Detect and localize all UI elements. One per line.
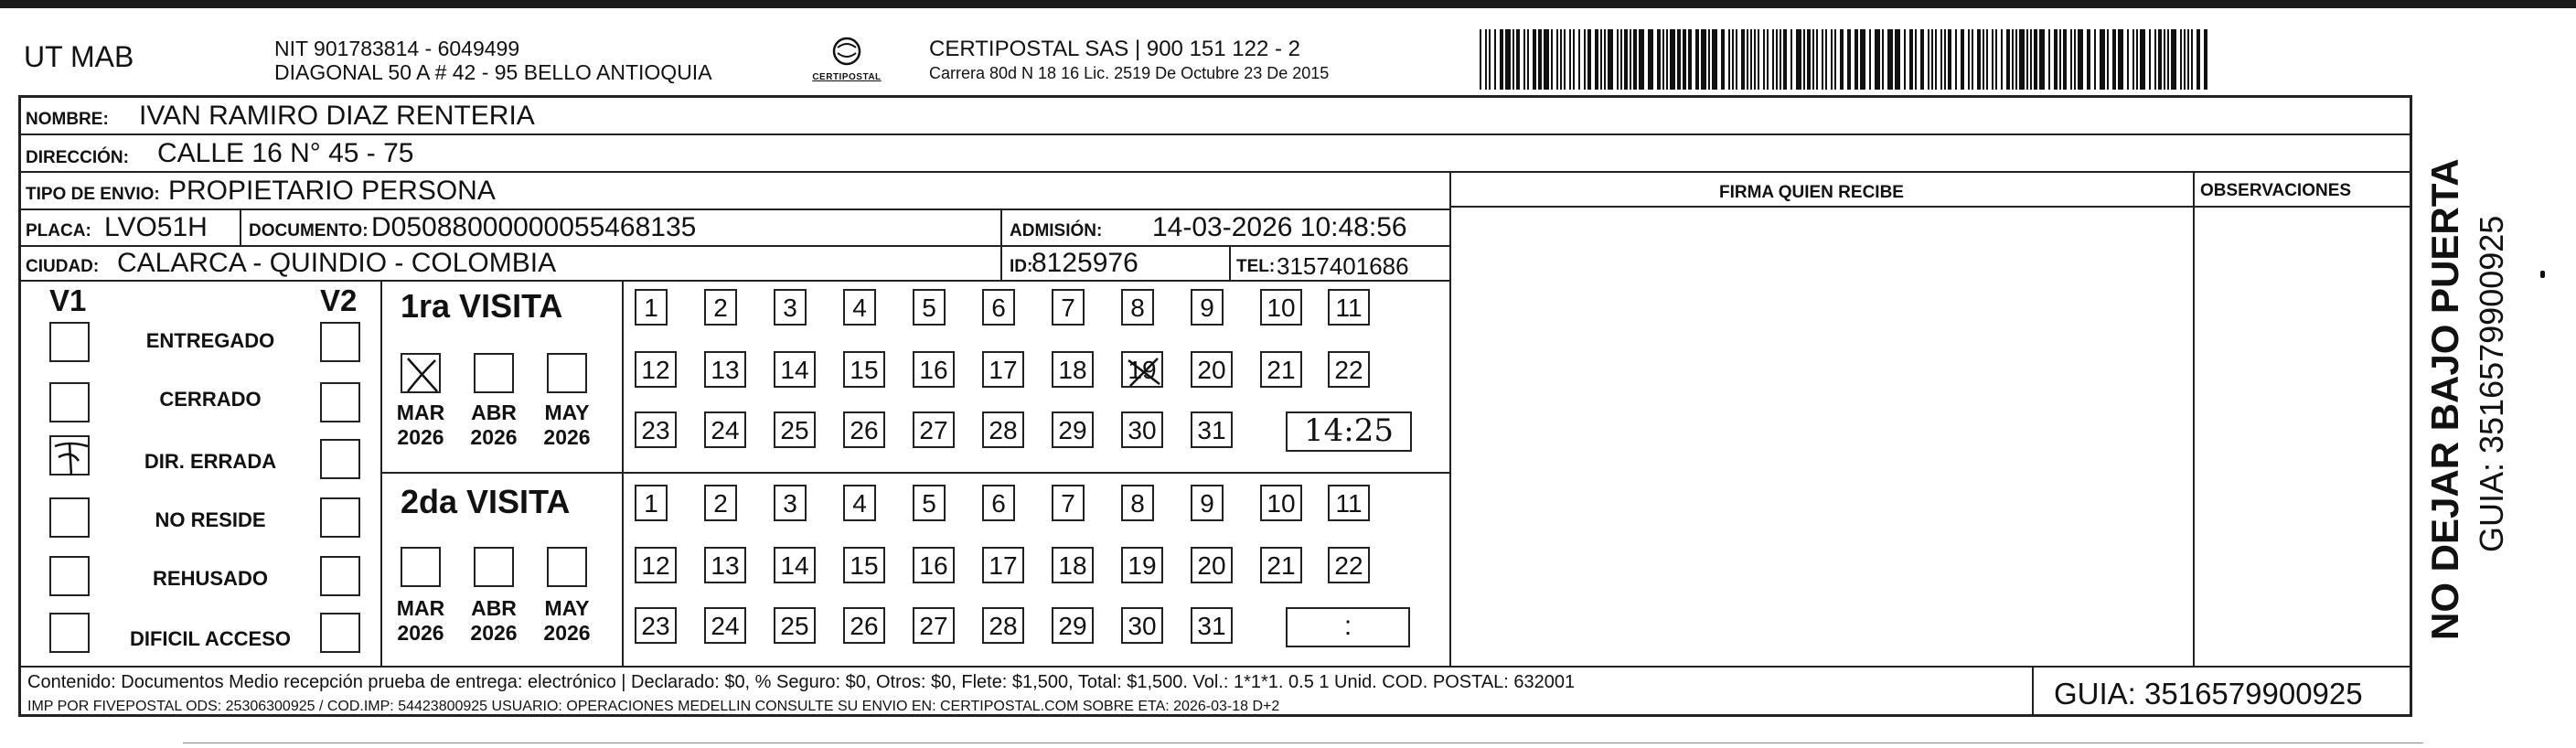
day-box[interactable]: 3: [774, 289, 807, 326]
day-box[interactable]: 5: [913, 485, 946, 521]
day-box[interactable]: 20: [1191, 351, 1233, 388]
sender-nit: NIT 901783814 - 6049499: [274, 37, 520, 60]
day-box[interactable]: 6: [982, 485, 1015, 521]
v2-checkbox[interactable]: [320, 556, 360, 596]
v1-checkbox[interactable]: [49, 497, 90, 538]
day-box[interactable]: 12: [635, 547, 677, 583]
day-box[interactable]: 7: [1052, 485, 1085, 521]
v2-header: V2: [320, 283, 358, 317]
logo-text: CERTIPOSTAL: [812, 72, 882, 82]
day-box[interactable]: 25: [774, 411, 816, 448]
day-box[interactable]: 30: [1121, 411, 1163, 448]
day-box[interactable]: 27: [913, 607, 955, 644]
visit-time-field[interactable]: 14:25: [1286, 411, 1412, 452]
direccion-value: CALLE 16 N° 45 - 75: [157, 138, 414, 168]
day-box[interactable]: 10: [1260, 289, 1302, 326]
v1-checkbox[interactable]: [49, 556, 90, 596]
day-box[interactable]: 13: [704, 351, 746, 388]
day-box[interactable]: 15: [843, 351, 885, 388]
status-label: DIR. ERRADA: [144, 450, 277, 473]
day-box[interactable]: 2: [704, 485, 737, 521]
placa-label: PLACA:: [26, 221, 91, 240]
v2-checkbox[interactable]: [320, 613, 360, 653]
day-box[interactable]: 9: [1191, 289, 1224, 326]
day-box[interactable]: 11: [1328, 485, 1370, 521]
status-label: ENTREGADO: [145, 329, 275, 352]
admision-value: 14-03-2026 10:48:56: [1152, 212, 1407, 242]
day-box[interactable]: 8: [1121, 485, 1154, 521]
day-box[interactable]: 2: [704, 289, 737, 326]
v1-header: V1: [49, 283, 87, 317]
day-box[interactable]: 7: [1052, 289, 1085, 326]
day-box[interactable]: 1: [635, 289, 668, 326]
day-box[interactable]: 28: [982, 411, 1024, 448]
v2-checkbox[interactable]: [320, 322, 360, 362]
id-label: ID:: [1010, 257, 1033, 276]
day-box[interactable]: 22: [1328, 547, 1370, 583]
day-box[interactable]: 19: [1121, 547, 1163, 583]
v1-checkbox[interactable]: [49, 613, 90, 653]
ciudad-label: CIUDAD:: [26, 257, 100, 276]
nombre-label: NOMBRE:: [26, 110, 109, 129]
day-box[interactable]: 14: [774, 547, 816, 583]
month-checkbox[interactable]: [474, 547, 514, 587]
month-label: ABR 2026: [470, 596, 518, 645]
day-box[interactable]: 26: [843, 607, 885, 644]
v1-checkbox[interactable]: [49, 382, 90, 422]
day-box-marked[interactable]: 19: [1121, 351, 1163, 388]
day-box[interactable]: 24: [704, 607, 746, 644]
footer-contenido: Contenido: Documentos Medio recepción prueba de entrega: electrónico | Declarado: $0, % Seguro: $0, Otros: $0, Flete: $1,500, Total: $1,500. Vol.: 1*1*1. 0.5 1 Unid. COD. POSTAL: 632001: [27, 672, 1576, 692]
v1-checkbox-checked[interactable]: [49, 435, 90, 476]
day-box[interactable]: 15: [843, 547, 885, 583]
month-label: MAY 2026: [543, 596, 591, 645]
month-checkbox[interactable]: [547, 547, 587, 587]
footer-guia: GUIA: 3516579900925: [2054, 677, 2363, 711]
day-box[interactable]: 31: [1191, 411, 1233, 448]
visit-time-field[interactable]: :: [1286, 607, 1410, 647]
day-box[interactable]: 4: [843, 485, 876, 521]
sender-name: UT MAB: [24, 40, 134, 73]
month-checkbox[interactable]: [401, 547, 441, 587]
day-box[interactable]: 18: [1052, 351, 1094, 388]
admision-label: ADMISIÓN:: [1010, 221, 1103, 240]
certipostal-logo: [810, 35, 883, 84]
day-box[interactable]: 30: [1121, 607, 1163, 644]
firma-label: FIRMA QUIEN RECIBE: [1719, 183, 1904, 202]
day-box[interactable]: 20: [1191, 547, 1233, 583]
tel-value: 3157401686: [1277, 252, 1409, 280]
day-box[interactable]: 29: [1052, 607, 1094, 644]
day-box[interactable]: 22: [1328, 351, 1370, 388]
direccion-label: DIRECCIÓN:: [26, 148, 129, 167]
placa-value: LVO51H: [104, 212, 208, 242]
tel-label: TEL:: [1236, 257, 1276, 276]
status-label: CERRADO: [159, 388, 262, 411]
day-box[interactable]: 21: [1260, 547, 1302, 583]
top-edge-band: [0, 0, 2576, 8]
v2-checkbox[interactable]: [320, 497, 360, 538]
company-name: CERTIPOSTAL SAS | 900 151 122 - 2: [929, 37, 1300, 61]
day-box[interactable]: 27: [913, 411, 955, 448]
day-box[interactable]: 4: [843, 289, 876, 326]
side-guia: GUIA: 3516579900925: [2473, 215, 2510, 552]
documento-value: D05088000000055468135: [371, 212, 697, 242]
day-box[interactable]: 6: [982, 289, 1015, 326]
day-box[interactable]: 23: [635, 411, 677, 448]
day-box[interactable]: 3: [774, 485, 807, 521]
day-box[interactable]: 17: [982, 547, 1024, 583]
visit1-title: 1ra VISITA: [401, 287, 563, 325]
sender-address: DIAGONAL 50 A # 42 - 95 BELLO ANTIOQUIA: [274, 60, 712, 84]
month-label: ABR 2026: [470, 401, 518, 449]
day-box[interactable]: 10: [1260, 485, 1302, 521]
handwritten-x-icon: [402, 355, 443, 395]
day-box[interactable]: 9: [1191, 485, 1224, 521]
stray-mark: [2540, 271, 2545, 278]
day-box[interactable]: 29: [1052, 411, 1094, 448]
day-box[interactable]: 14: [774, 351, 816, 388]
status-label: REHUSADO: [153, 567, 268, 590]
day-box[interactable]: 21: [1260, 351, 1302, 388]
day-box[interactable]: 13: [704, 547, 746, 583]
day-box[interactable]: 16: [913, 547, 955, 583]
day-box[interactable]: 18: [1052, 547, 1094, 583]
day-box[interactable]: 11: [1328, 289, 1370, 326]
visit2-title: 2da VISITA: [401, 483, 571, 520]
tipo-envio-value: PROPIETARIO PERSONA: [168, 176, 496, 206]
day-box[interactable]: 31: [1191, 607, 1233, 644]
v2-checkbox[interactable]: [320, 382, 360, 422]
month-checkbox[interactable]: [474, 353, 514, 393]
tipo-envio-label: TIPO DE ENVIO:: [26, 185, 160, 204]
day-box[interactable]: 5: [913, 289, 946, 326]
day-box[interactable]: 26: [843, 411, 885, 448]
id-value: 8125976: [1031, 248, 1138, 278]
documento-label: DOCUMENTO:: [249, 221, 369, 240]
day-box[interactable]: 17: [982, 351, 1024, 388]
day-box[interactable]: 16: [913, 351, 955, 388]
day-box[interactable]: 8: [1121, 289, 1154, 326]
month-checkbox-checked[interactable]: [401, 353, 441, 393]
handwritten-x-icon: [1123, 353, 1165, 390]
handwritten-mark-icon: [51, 437, 91, 477]
month-label: MAR 2026: [396, 596, 445, 645]
day-box[interactable]: 25: [774, 607, 816, 644]
observaciones-label: OBSERVACIONES: [2200, 181, 2352, 200]
company-address: Carrera 80d N 18 16 Lic. 2519 De Octubre 23 De 2015: [929, 64, 1330, 82]
day-box[interactable]: 12: [635, 351, 677, 388]
v2-checkbox[interactable]: [320, 439, 360, 479]
day-box[interactable]: 24: [704, 411, 746, 448]
no-dejar-bajo-puerta: NO DEJAR BAJO PUERTA: [2423, 158, 2466, 640]
day-box[interactable]: 1: [635, 485, 668, 521]
status-label: NO RESIDE: [155, 508, 266, 531]
v1-checkbox[interactable]: [49, 322, 90, 362]
footer-imp: IMP POR FIVEPOSTAL ODS: 25306300925 / COD.IMP: 54423800925 USUARIO: OPERACIONES MEDELLIN CONSULTE SU ENVIO EN: CERTIPOSTAL.COM SOBRE ETA: 2026-03-18 D+2: [27, 699, 1280, 714]
month-label: MAY 2026: [543, 401, 591, 449]
month-label: MAR 2026: [396, 401, 445, 449]
nombre-value: IVAN RAMIRO DIAZ RENTERIA: [139, 101, 535, 131]
ciudad-value: CALARCA - QUINDIO - COLOMBIA: [117, 248, 557, 278]
month-checkbox[interactable]: [547, 353, 587, 393]
day-box[interactable]: 23: [635, 607, 677, 644]
day-box[interactable]: 28: [982, 607, 1024, 644]
barcode: [1480, 29, 2211, 90]
status-label: DIFICIL ACCESO: [129, 627, 291, 650]
